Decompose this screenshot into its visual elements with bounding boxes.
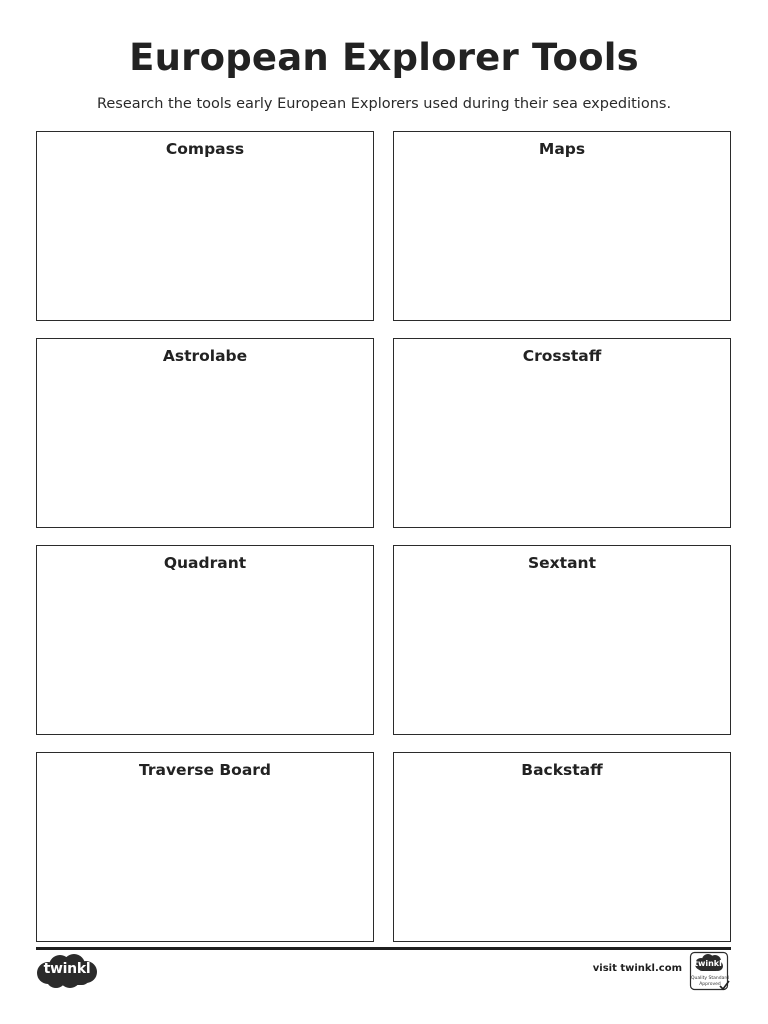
quality-standard-badge-icon	[689, 951, 731, 993]
answer-box-quadrant[interactable]	[36, 545, 374, 735]
badge-caption: Approved	[699, 982, 721, 987]
badge-caption: Quality Standard	[691, 976, 729, 981]
box-label: Crosstaff	[522, 347, 602, 365]
footer-divider	[36, 947, 731, 950]
box-label: Astrolabe	[162, 347, 248, 365]
box-label: Sextant	[528, 554, 596, 572]
answer-box-traverse-board[interactable]	[36, 752, 374, 942]
answer-box-compass[interactable]	[36, 131, 374, 321]
badge-logo-text: twinkl	[694, 959, 722, 968]
page-title: European Explorer Tools	[129, 36, 639, 79]
answer-box-astrolabe[interactable]	[36, 338, 374, 528]
answer-box-maps[interactable]	[393, 131, 731, 321]
box-label: Traverse Board	[138, 761, 272, 779]
box-label: Compass	[165, 140, 245, 158]
box-label: Quadrant	[163, 554, 247, 572]
visit-link[interactable]: visit twinkl.com	[592, 963, 682, 974]
box-label: Maps	[538, 140, 586, 158]
answer-box-crosstaff[interactable]	[393, 338, 731, 528]
logo-text: twinkl	[43, 961, 91, 977]
box-label: Backstaff	[521, 761, 603, 779]
answer-box-backstaff[interactable]	[393, 752, 731, 942]
answer-grid	[36, 131, 731, 941]
answer-box-sextant[interactable]	[393, 545, 731, 735]
page-instructions: Research the tools early European Explorers used during their sea expeditions.	[96, 96, 672, 112]
twinkl-logo-icon[interactable]	[36, 953, 98, 989]
